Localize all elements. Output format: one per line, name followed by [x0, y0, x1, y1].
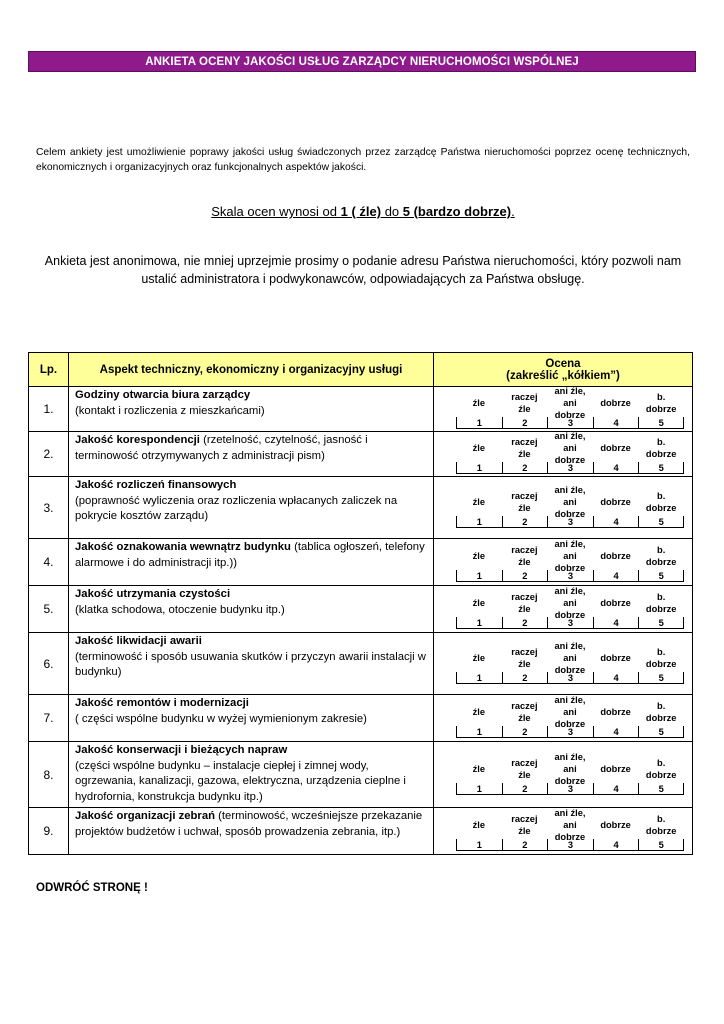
- rating-label: ani źle, ani dobrze: [554, 808, 586, 842]
- rating-numbers: [456, 726, 684, 738]
- rating-labels: [456, 808, 684, 842]
- rating-scale: [456, 640, 684, 684]
- rating-option[interactable]: 3: [547, 783, 593, 794]
- rating-cell: [434, 387, 693, 432]
- rating-numbers: [456, 672, 684, 684]
- rating-labels: [456, 431, 684, 465]
- rating-label: dobrze: [600, 443, 631, 453]
- rating-option[interactable]: 2: [502, 726, 548, 737]
- rating-cell: [434, 432, 693, 477]
- rating-option[interactable]: 2: [502, 462, 548, 473]
- rating-numbers: [456, 617, 684, 629]
- rating-option[interactable]: 5: [638, 839, 684, 850]
- rating-numbers: [456, 839, 684, 851]
- rating-label: raczej źle: [511, 701, 538, 723]
- rating-label: b. dobrze: [645, 437, 677, 459]
- rating-option[interactable]: 4: [593, 462, 639, 473]
- rating-label: b. dobrze: [645, 701, 677, 723]
- rating-scale-note: [36, 204, 690, 219]
- aspect-cell: [69, 477, 434, 539]
- anonymity-note: Ankieta jest anonimowa, nie mniej uprzejmie prosimy o podanie adresu Państwa nieruchomości, który pozwoli nam ustalić administratora i podwykonawców, odpowiadających za Państwa obsługę.: [44, 254, 682, 286]
- rating-labels: [456, 484, 684, 519]
- rating-labels: [456, 640, 684, 675]
- survey-title-banner: ANKIETA OCENY JAKOŚCI USŁUG ZARZĄDCY NIERUCHOMOŚCI WSPÓLNEJ: [28, 51, 696, 72]
- rating-cell: [434, 586, 693, 633]
- aspect-inline-desc: (rzetelność, czytelność, jasność i terminowość otrzymywanych z administracji pism): [75, 434, 368, 462]
- row-number: 6.: [29, 633, 69, 695]
- table-header-row: [29, 353, 693, 387]
- row-number: 1.: [29, 387, 69, 432]
- rating-option[interactable]: 1: [456, 839, 502, 850]
- header-aspect: Aspekt techniczny, ekonomiczny i organizacyjny usługi: [69, 353, 434, 387]
- header-lp: Lp.: [29, 353, 69, 387]
- rating-label: źle: [472, 496, 485, 507]
- rating-label: raczej źle: [511, 490, 538, 513]
- aspect-title: Jakość rozliczeń finansowych: [75, 479, 237, 491]
- rating-label: raczej źle: [511, 814, 538, 836]
- rating-option[interactable]: 1: [456, 672, 502, 683]
- rating-cell: [434, 477, 693, 539]
- rating-numbers: [456, 570, 684, 582]
- rating-numbers: [456, 516, 684, 528]
- rating-label: b. dobrze: [645, 814, 677, 836]
- rating-cell: [434, 742, 693, 808]
- rating-label: raczej źle: [511, 592, 538, 614]
- survey-table: [28, 352, 693, 855]
- rating-label: ani źle, ani dobrze: [554, 640, 586, 675]
- rating-label: źle: [472, 443, 485, 453]
- rating-option[interactable]: 1: [456, 570, 502, 581]
- rating-label: źle: [472, 820, 485, 830]
- table-row: [29, 586, 693, 633]
- rating-numbers: [456, 417, 684, 429]
- table-row: [29, 477, 693, 539]
- rating-option[interactable]: 5: [638, 570, 684, 581]
- rating-option[interactable]: 3: [547, 726, 593, 737]
- aspect-inline-desc: (tablica ogłoszeń, telefony alarmowe i do administracji itp.)): [75, 541, 425, 569]
- row-number: 8.: [29, 742, 69, 808]
- rating-option[interactable]: 4: [593, 783, 639, 794]
- rating-label: b. dobrze: [645, 757, 677, 780]
- table-row: [29, 808, 693, 855]
- rating-option[interactable]: 3: [547, 516, 593, 527]
- rating-label: ani źle, ani dobrze: [554, 695, 586, 729]
- rating-label: ani źle, ani dobrze: [554, 751, 586, 786]
- rating-option[interactable]: 1: [456, 516, 502, 527]
- rating-option[interactable]: 3: [547, 570, 593, 581]
- rating-label: źle: [472, 652, 485, 663]
- rating-option[interactable]: 2: [502, 783, 548, 794]
- rating-option[interactable]: 4: [593, 672, 639, 683]
- rating-option[interactable]: 5: [638, 783, 684, 794]
- aspect-cell: [69, 432, 434, 477]
- row-number: 3.: [29, 477, 69, 539]
- header-rating-line2: (zakreślić „kółkiem”): [506, 369, 620, 382]
- rating-label: źle: [472, 707, 485, 717]
- aspect-desc: ( części wspólne budynku w wyżej wymienionym zakresie): [75, 712, 367, 725]
- rating-label: raczej źle: [511, 757, 538, 780]
- rating-label: źle: [472, 398, 485, 408]
- rating-label: raczej źle: [511, 545, 538, 567]
- rating-option[interactable]: 3: [547, 839, 593, 850]
- rating-label: b. dobrze: [645, 592, 677, 614]
- rating-cell: [434, 808, 693, 855]
- aspect-inline-desc: (terminowość, wcześniejsze przekazanie projektów budżetów i uchwał, sposób prowadzenia zebrania, itp.): [75, 810, 423, 838]
- rating-option[interactable]: 4: [593, 516, 639, 527]
- rating-label: b. dobrze: [645, 646, 677, 669]
- rating-label: dobrze: [600, 820, 631, 830]
- rating-scale: [456, 586, 684, 629]
- rating-label: dobrze: [600, 763, 631, 774]
- rating-label: b. dobrze: [645, 392, 677, 414]
- row-number: 5.: [29, 586, 69, 633]
- aspect-cell: [69, 742, 434, 808]
- rating-option[interactable]: 1: [456, 726, 502, 737]
- aspect-desc: (terminowość i sposób usuwania skutków i przyczyn awarii instalacji w budynku): [75, 650, 426, 678]
- rating-option[interactable]: 3: [547, 462, 593, 473]
- rating-label: b. dobrze: [645, 545, 677, 567]
- rating-label: ani źle, ani dobrze: [554, 539, 586, 573]
- aspect-cell: [69, 695, 434, 742]
- rating-option[interactable]: 2: [502, 672, 548, 683]
- rating-option[interactable]: 5: [638, 672, 684, 683]
- aspect-title: Jakość likwidacji awarii: [75, 635, 202, 647]
- rating-cell: [434, 539, 693, 586]
- rating-cell: [434, 695, 693, 742]
- scale-high: 5 (bardzo dobrze): [402, 204, 512, 219]
- rating-cell: [434, 633, 693, 695]
- rating-label: raczej źle: [511, 392, 538, 414]
- rating-option[interactable]: 3: [547, 417, 593, 428]
- scale-text-pre: Skala ocen wynosi od: [211, 204, 341, 219]
- rating-option[interactable]: 3: [547, 672, 593, 683]
- rating-numbers: [456, 783, 684, 795]
- rating-scale: [456, 695, 684, 738]
- rating-option[interactable]: 1: [456, 417, 502, 428]
- rating-option[interactable]: 2: [502, 570, 548, 581]
- table-row: [29, 633, 693, 695]
- rating-scale: [456, 431, 684, 474]
- turn-page-note: ODWRÓĆ STRONĘ !: [36, 882, 148, 894]
- rating-label: ani źle, ani dobrze: [554, 484, 586, 519]
- rating-label: dobrze: [600, 598, 631, 608]
- aspect-cell: [69, 539, 434, 586]
- rating-label: raczej źle: [511, 646, 538, 669]
- table-row: [29, 742, 693, 808]
- rating-option[interactable]: 5: [638, 462, 684, 473]
- aspect-title: Jakość remontów i modernizacji: [75, 697, 249, 709]
- aspect-title: Jakość organizacji zebrań: [75, 810, 216, 822]
- aspect-title: Jakość korespondencji: [75, 434, 200, 446]
- rating-label: dobrze: [600, 398, 631, 408]
- rating-option[interactable]: 5: [638, 726, 684, 737]
- rating-option[interactable]: 4: [593, 839, 639, 850]
- aspect-title: Jakość utrzymania czystości: [75, 588, 231, 600]
- scale-text-mid: do: [381, 204, 403, 219]
- aspect-desc: (poprawność wyliczenia oraz rozliczenia wpłacanych zaliczek na pokrycie kosztów zarządu): [75, 494, 398, 522]
- rating-option[interactable]: 5: [638, 516, 684, 527]
- rating-option[interactable]: 2: [502, 839, 548, 850]
- rating-label: ani źle, ani dobrze: [554, 586, 586, 620]
- rating-label: dobrze: [600, 496, 631, 507]
- aspect-cell: [69, 586, 434, 633]
- rating-label: dobrze: [600, 652, 631, 663]
- table-row: [29, 387, 693, 432]
- scale-text-post: .: [511, 204, 515, 219]
- rating-label: dobrze: [600, 551, 631, 561]
- rating-labels: [456, 586, 684, 620]
- rating-label: źle: [472, 551, 485, 561]
- aspect-title: Godziny otwarcia biura zarządcy: [75, 389, 251, 401]
- rating-scale: [456, 808, 684, 851]
- table-row: [29, 432, 693, 477]
- rating-label: b. dobrze: [645, 490, 677, 513]
- aspect-desc: (klatka schodowa, otoczenie budynku itp.): [75, 603, 285, 616]
- rating-option[interactable]: 4: [593, 417, 639, 428]
- rating-label: ani źle, ani dobrze: [554, 431, 586, 465]
- rating-option[interactable]: 2: [502, 417, 548, 428]
- aspect-cell: [69, 387, 434, 432]
- aspect-desc: (części wspólne budynku – instalacje ciepłej i zimnej wody, ogrzewania, kanalizacji, gazowa, elektryczna, urządzenia cieplne i hydrofornia, konstrukcja budynku itp.): [75, 759, 406, 803]
- rating-scale: [456, 751, 684, 795]
- rating-labels: [456, 386, 684, 420]
- rating-label: ani źle, ani dobrze: [554, 386, 586, 420]
- rating-label: raczej źle: [511, 437, 538, 459]
- aspect-title: Jakość konserwacji i bieżących napraw: [75, 744, 288, 756]
- rating-labels: [456, 751, 684, 786]
- rating-option[interactable]: 5: [638, 617, 684, 628]
- rating-option[interactable]: 1: [456, 783, 502, 794]
- rating-labels: [456, 539, 684, 573]
- row-number: 7.: [29, 695, 69, 742]
- header-rating-line1: Ocena: [545, 357, 581, 370]
- rating-option[interactable]: 1: [456, 617, 502, 628]
- rating-option[interactable]: 2: [502, 617, 548, 628]
- table-row: [29, 695, 693, 742]
- survey-body: [29, 387, 693, 855]
- rating-option[interactable]: 1: [456, 462, 502, 473]
- aspect-cell: [69, 808, 434, 855]
- rating-label: dobrze: [600, 707, 631, 717]
- rating-option[interactable]: 4: [593, 726, 639, 737]
- rating-option[interactable]: 3: [547, 617, 593, 628]
- rating-option[interactable]: 5: [638, 417, 684, 428]
- intro-paragraph: Celem ankiety jest umożliwienie poprawy jakości usług świadczonych przez zarządcę Państwa nieruchomości poprzez ocenę technicznych, ekonomicznych i organizacyjnych oraz funkcjonalnych aspektów jakości.: [36, 147, 690, 173]
- scale-low: 1 ( źle): [340, 204, 382, 219]
- aspect-cell: [69, 633, 434, 695]
- row-number: 4.: [29, 539, 69, 586]
- rating-scale: [456, 386, 684, 429]
- rating-label: źle: [472, 763, 485, 774]
- rating-option[interactable]: 4: [593, 617, 639, 628]
- rating-scale: [456, 539, 684, 582]
- rating-label: źle: [472, 598, 485, 608]
- table-row: [29, 539, 693, 586]
- header-rating: [434, 353, 693, 387]
- row-number: 9.: [29, 808, 69, 855]
- row-number: 2.: [29, 432, 69, 477]
- rating-option[interactable]: 2: [502, 516, 548, 527]
- rating-option[interactable]: 4: [593, 570, 639, 581]
- aspect-desc: (kontakt i rozliczenia z mieszkańcami): [75, 404, 265, 417]
- rating-scale: [456, 484, 684, 528]
- aspect-title: Jakość oznakowania wewnątrz budynku: [75, 541, 291, 553]
- rating-numbers: [456, 462, 684, 474]
- rating-labels: [456, 695, 684, 729]
